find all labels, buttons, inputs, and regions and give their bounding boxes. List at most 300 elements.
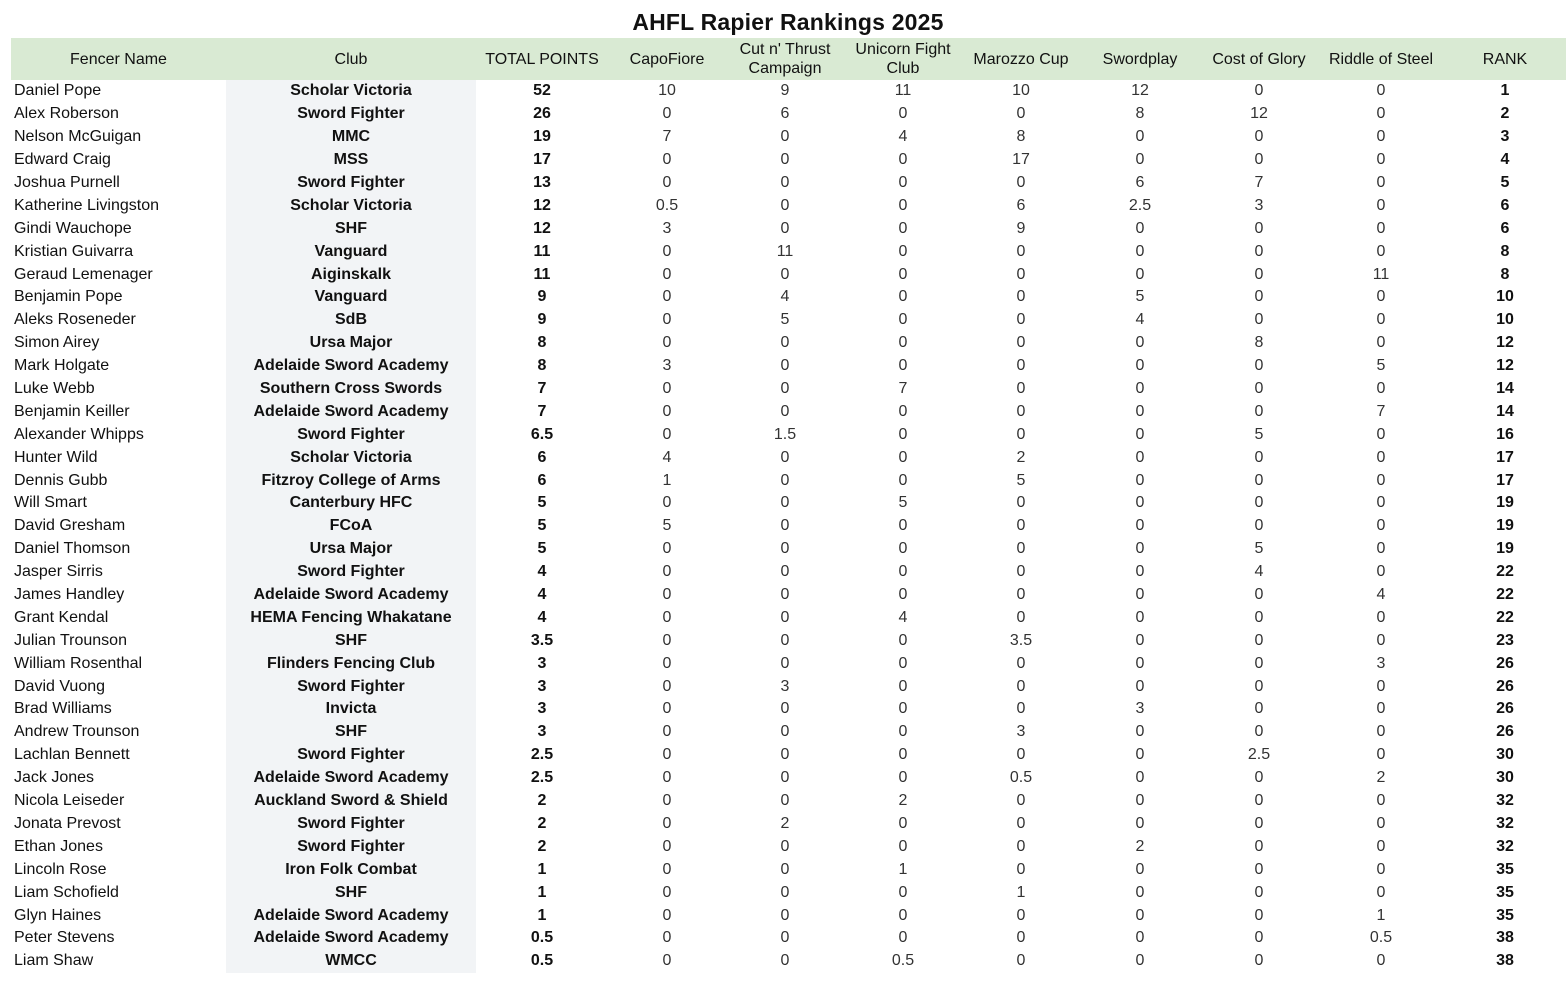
unicorn-fight-club-score: 4	[898, 128, 908, 146]
marozzo-cup-score: 0	[1016, 654, 1026, 672]
swordplay-score: 3	[1135, 700, 1145, 718]
club-name: Sword Fighter	[226, 103, 476, 126]
total-points: 6	[537, 448, 547, 466]
total-points: 4	[537, 608, 547, 626]
unicorn-fight-club-score: 0	[898, 357, 908, 375]
rank: 30	[1496, 769, 1514, 787]
capofiore-score: 0	[662, 814, 672, 832]
fencer-name: Daniel Pope	[14, 82, 102, 100]
swordplay-score: 0	[1135, 563, 1145, 581]
swordplay-score: 0	[1135, 654, 1145, 672]
riddle-of-steel-score: 0	[1376, 563, 1386, 581]
cut-n-thrust-score: 4	[780, 288, 790, 306]
total-points: 12	[533, 196, 551, 214]
cost-of-glory-score: 0	[1254, 769, 1264, 787]
riddle-of-steel-score: 4	[1376, 586, 1386, 604]
riddle-of-steel-score: 1	[1376, 906, 1386, 924]
table-body	[11, 80, 1566, 973]
riddle-of-steel-score: 0	[1376, 448, 1386, 466]
rank: 32	[1496, 792, 1514, 810]
table-row	[11, 858, 1566, 881]
club-name: SHF	[226, 881, 476, 904]
total-points: 17	[533, 151, 551, 169]
rank: 35	[1496, 906, 1514, 924]
table-row	[11, 332, 1566, 355]
unicorn-fight-club-score: 0	[898, 196, 908, 214]
marozzo-cup-score: 0	[1016, 586, 1026, 604]
unicorn-fight-club-score: 0	[898, 746, 908, 764]
total-points: 0.5	[530, 929, 554, 947]
cut-n-thrust-score: 0	[780, 769, 790, 787]
total-points: 11	[533, 242, 551, 260]
total-points: 2.5	[530, 746, 554, 764]
total-points: 5	[537, 494, 547, 512]
cost-of-glory-score: 2.5	[1247, 746, 1271, 764]
marozzo-cup-score: 0	[1016, 288, 1026, 306]
table-row	[11, 950, 1566, 973]
cut-n-thrust-score: 0	[780, 746, 790, 764]
cut-n-thrust-score: 0	[780, 540, 790, 558]
cut-n-thrust-score: 0	[780, 151, 790, 169]
cut-n-thrust-score: 0	[780, 219, 790, 237]
swordplay-score: 0	[1135, 723, 1145, 741]
cut-n-thrust-score: 0	[780, 631, 790, 649]
marozzo-cup-score: 0	[1016, 837, 1026, 855]
rank: 26	[1496, 654, 1514, 672]
cost-of-glory-score: 0	[1254, 402, 1264, 420]
marozzo-cup-score: 0	[1016, 402, 1026, 420]
rank: 30	[1496, 746, 1514, 764]
cost-of-glory-score: 0	[1254, 494, 1264, 512]
total-points: 3	[537, 654, 547, 672]
table-row	[11, 492, 1566, 515]
fencer-name: Luke Webb	[14, 380, 95, 398]
cut-n-thrust-score: 0	[780, 952, 790, 970]
unicorn-fight-club-score: 0.5	[891, 952, 915, 970]
rank: 4	[1500, 151, 1510, 169]
header-riddle-of-steel: Riddle of Steel	[1318, 38, 1444, 80]
swordplay-score: 0	[1135, 929, 1145, 947]
rank: 6	[1500, 219, 1510, 237]
rank: 8	[1500, 242, 1510, 260]
club-name: Sword Fighter	[226, 172, 476, 195]
header-row	[11, 38, 1566, 80]
riddle-of-steel-score: 0	[1376, 540, 1386, 558]
cut-n-thrust-score: 0	[780, 448, 790, 466]
rank: 26	[1496, 677, 1514, 695]
cut-n-thrust-score: 0	[780, 883, 790, 901]
club-name: Ursa Major	[226, 332, 476, 355]
cut-n-thrust-score: 1.5	[773, 425, 797, 443]
cut-n-thrust-score: 0	[780, 265, 790, 283]
unicorn-fight-club-score: 0	[898, 242, 908, 260]
riddle-of-steel-score: 0	[1376, 105, 1386, 123]
cut-n-thrust-score: 0	[780, 837, 790, 855]
fencer-name: Benjamin Pope	[14, 288, 123, 306]
club-name: Auckland Sword & Shield	[226, 790, 476, 813]
cost-of-glory-score: 0	[1254, 311, 1264, 329]
club-name: Fitzroy College of Arms	[226, 469, 476, 492]
rank: 10	[1496, 288, 1514, 306]
rank: 35	[1496, 883, 1514, 901]
fencer-name: Katherine Livingston	[14, 196, 159, 214]
total-points: 0.5	[530, 952, 554, 970]
cost-of-glory-score: 0	[1254, 82, 1264, 100]
table-row	[11, 194, 1566, 217]
cut-n-thrust-score: 2	[780, 814, 790, 832]
rank: 16	[1496, 425, 1514, 443]
marozzo-cup-score: 0	[1016, 517, 1026, 535]
fencer-name: Brad Williams	[14, 700, 112, 718]
rank: 12	[1496, 357, 1514, 375]
club-name: Vanguard	[226, 240, 476, 263]
cut-n-thrust-score: 0	[780, 586, 790, 604]
total-points: 3	[537, 677, 547, 695]
riddle-of-steel-score: 0	[1376, 952, 1386, 970]
cut-n-thrust-score: 0	[780, 654, 790, 672]
capofiore-score: 0	[662, 288, 672, 306]
cost-of-glory-score: 0	[1254, 586, 1264, 604]
total-points: 9	[537, 288, 547, 306]
capofiore-score: 0	[662, 700, 672, 718]
club-name: MSS	[226, 149, 476, 172]
swordplay-score: 2	[1135, 837, 1145, 855]
capofiore-score: 0	[662, 631, 672, 649]
cut-n-thrust-score: 0	[780, 723, 790, 741]
cut-n-thrust-score: 0	[780, 196, 790, 214]
unicorn-fight-club-score: 0	[898, 311, 908, 329]
club-name: SHF	[226, 629, 476, 652]
cut-n-thrust-score: 0	[780, 929, 790, 947]
swordplay-score: 0	[1135, 952, 1145, 970]
marozzo-cup-score: 5	[1016, 471, 1026, 489]
cost-of-glory-score: 0	[1254, 723, 1264, 741]
swordplay-score: 5	[1135, 288, 1145, 306]
club-name: Adelaide Sword Academy	[226, 400, 476, 423]
rank: 10	[1496, 311, 1514, 329]
cost-of-glory-score: 0	[1254, 792, 1264, 810]
swordplay-score: 0	[1135, 746, 1145, 764]
header-swordplay: Swordplay	[1080, 38, 1200, 80]
capofiore-score: 7	[662, 128, 672, 146]
club-name: Adelaide Sword Academy	[226, 904, 476, 927]
page-title: AHFL Rapier Rankings 2025	[632, 9, 944, 35]
club-name: Sword Fighter	[226, 561, 476, 584]
swordplay-score: 0	[1135, 608, 1145, 626]
riddle-of-steel-score: 3	[1376, 654, 1386, 672]
marozzo-cup-score: 0	[1016, 357, 1026, 375]
marozzo-cup-score: 0	[1016, 242, 1026, 260]
riddle-of-steel-score: 0	[1376, 334, 1386, 352]
fencer-name: Peter Stevens	[14, 929, 115, 947]
cost-of-glory-score: 12	[1250, 105, 1268, 123]
capofiore-score: 0	[662, 311, 672, 329]
riddle-of-steel-score: 0	[1376, 425, 1386, 443]
riddle-of-steel-score: 0	[1376, 288, 1386, 306]
capofiore-score: 0	[662, 837, 672, 855]
total-points: 7	[537, 402, 547, 420]
capofiore-score: 0	[662, 563, 672, 581]
riddle-of-steel-score: 0	[1376, 151, 1386, 169]
total-points: 11	[533, 265, 551, 283]
swordplay-score: 0	[1135, 769, 1145, 787]
capofiore-score: 0	[662, 792, 672, 810]
club-name: FCoA	[226, 515, 476, 538]
swordplay-score: 0	[1135, 883, 1145, 901]
fencer-name: Lachlan Bennett	[14, 746, 130, 764]
cut-n-thrust-score: 0	[780, 563, 790, 581]
rankings-table	[11, 38, 1566, 973]
table-row	[11, 423, 1566, 446]
swordplay-score: 0	[1135, 677, 1145, 695]
rank: 38	[1496, 952, 1514, 970]
capofiore-score: 0	[662, 151, 672, 169]
table-row	[11, 378, 1566, 401]
cut-n-thrust-score: 6	[780, 105, 790, 123]
cut-n-thrust-score: 0	[780, 334, 790, 352]
capofiore-score: 0	[662, 860, 672, 878]
table-row	[11, 469, 1566, 492]
marozzo-cup-score: 0	[1016, 334, 1026, 352]
swordplay-score: 0	[1135, 380, 1145, 398]
swordplay-score: 0	[1135, 792, 1145, 810]
marozzo-cup-score: 0	[1016, 608, 1026, 626]
rank: 35	[1496, 860, 1514, 878]
rank: 6	[1500, 196, 1510, 214]
cost-of-glory-score: 0	[1254, 242, 1264, 260]
rank: 32	[1496, 814, 1514, 832]
riddle-of-steel-score: 0	[1376, 471, 1386, 489]
total-points: 8	[537, 334, 547, 352]
total-points: 19	[533, 128, 551, 146]
table-row	[11, 721, 1566, 744]
fencer-name: Dennis Gubb	[14, 471, 108, 489]
unicorn-fight-club-score: 4	[898, 608, 908, 626]
capofiore-score: 0	[662, 677, 672, 695]
total-points: 6	[537, 471, 547, 489]
cut-n-thrust-score: 9	[780, 82, 790, 100]
unicorn-fight-club-score: 0	[898, 334, 908, 352]
cut-n-thrust-score: 0	[780, 174, 790, 191]
table-row	[11, 904, 1566, 927]
rank: 23	[1496, 631, 1514, 649]
unicorn-fight-club-score: 0	[898, 700, 908, 718]
club-name: Adelaide Sword Academy	[226, 584, 476, 607]
marozzo-cup-score: 0	[1016, 425, 1026, 443]
rank: 22	[1496, 608, 1514, 626]
cost-of-glory-score: 0	[1254, 700, 1264, 718]
capofiore-score: 0	[662, 952, 672, 970]
table-row	[11, 400, 1566, 423]
cut-n-thrust-score: 3	[780, 677, 790, 695]
table-row	[11, 355, 1566, 378]
header-total-points: TOTAL POINTS	[476, 38, 608, 80]
unicorn-fight-club-score: 7	[898, 380, 908, 398]
cut-n-thrust-score: 5	[780, 311, 790, 329]
fencer-name: Grant Kendal	[14, 608, 109, 626]
swordplay-score: 0	[1135, 357, 1145, 375]
club-name: Vanguard	[226, 286, 476, 309]
capofiore-score: 0	[662, 425, 672, 443]
cut-n-thrust-score: 0	[780, 357, 790, 375]
total-points: 13	[533, 174, 551, 191]
marozzo-cup-score: 0	[1016, 265, 1026, 283]
marozzo-cup-score: 0	[1016, 174, 1026, 191]
cost-of-glory-score: 0	[1254, 265, 1264, 283]
capofiore-score: 0	[662, 242, 672, 260]
unicorn-fight-club-score: 0	[898, 219, 908, 237]
table-row	[11, 790, 1566, 813]
marozzo-cup-score: 17	[1012, 151, 1030, 169]
club-name: Southern Cross Swords	[226, 378, 476, 401]
unicorn-fight-club-score: 0	[898, 654, 908, 672]
riddle-of-steel-score: 0	[1376, 631, 1386, 649]
swordplay-score: 0	[1135, 517, 1145, 535]
capofiore-score: 0	[662, 883, 672, 901]
capofiore-score: 10	[658, 82, 676, 100]
unicorn-fight-club-score: 0	[898, 883, 908, 901]
unicorn-fight-club-score: 0	[898, 769, 908, 787]
unicorn-fight-club-score: 0	[898, 517, 908, 535]
cost-of-glory-score: 0	[1254, 631, 1264, 649]
riddle-of-steel-score: 0	[1376, 700, 1386, 718]
rank: 8	[1500, 265, 1510, 283]
table-row	[11, 80, 1566, 103]
table-row	[11, 561, 1566, 584]
total-points: 3	[537, 723, 547, 741]
riddle-of-steel-score: 0	[1376, 860, 1386, 878]
marozzo-cup-score: 0	[1016, 700, 1026, 718]
marozzo-cup-score: 10	[1012, 82, 1030, 100]
fencer-name: Ethan Jones	[14, 837, 103, 855]
swordplay-score: 12	[1131, 82, 1149, 100]
fencer-name: Will Smart	[14, 494, 87, 512]
table-row	[11, 835, 1566, 858]
total-points: 3	[537, 700, 547, 718]
swordplay-score: 0	[1135, 448, 1145, 466]
table-row	[11, 240, 1566, 263]
table-row	[11, 927, 1566, 950]
capofiore-score: 0	[662, 402, 672, 420]
swordplay-score: 0	[1135, 425, 1145, 443]
unicorn-fight-club-score: 0	[898, 929, 908, 947]
club-name: WMCC	[226, 950, 476, 973]
fencer-name: Geraud Lemenager	[14, 265, 153, 283]
total-points: 5	[537, 517, 547, 535]
unicorn-fight-club-score: 0	[898, 837, 908, 855]
club-name: Sword Fighter	[226, 675, 476, 698]
total-points: 12	[533, 219, 551, 237]
club-name: Adelaide Sword Academy	[226, 767, 476, 790]
capofiore-score: 0	[662, 769, 672, 787]
riddle-of-steel-score: 0	[1376, 792, 1386, 810]
cost-of-glory-score: 8	[1254, 334, 1264, 352]
unicorn-fight-club-score: 0	[898, 814, 908, 832]
rank: 19	[1496, 494, 1514, 512]
cost-of-glory-score: 0	[1254, 128, 1264, 146]
fencer-name: Gindi Wauchope	[14, 219, 132, 237]
cost-of-glory-score: 0	[1254, 837, 1264, 855]
club-name: Sword Fighter	[226, 835, 476, 858]
unicorn-fight-club-score: 0	[898, 723, 908, 741]
capofiore-score: 3	[662, 219, 672, 237]
club-name: Sword Fighter	[226, 423, 476, 446]
rank: 1	[1500, 82, 1510, 100]
marozzo-cup-score: 0	[1016, 677, 1026, 695]
unicorn-fight-club-score: 0	[898, 402, 908, 420]
unicorn-fight-club-score: 11	[894, 82, 912, 100]
swordplay-score: 0	[1135, 586, 1145, 604]
cut-n-thrust-score: 0	[780, 494, 790, 512]
table-row	[11, 652, 1566, 675]
unicorn-fight-club-score: 0	[898, 448, 908, 466]
riddle-of-steel-score: 7	[1376, 402, 1386, 420]
fencer-name: Jack Jones	[14, 769, 95, 787]
fencer-name: David Vuong	[14, 677, 106, 695]
capofiore-score: 0	[662, 608, 672, 626]
total-points: 2	[537, 814, 547, 832]
fencer-name: William Rosenthal	[14, 654, 143, 672]
cost-of-glory-score: 0	[1254, 677, 1264, 695]
table-row	[11, 813, 1566, 836]
cost-of-glory-score: 4	[1254, 563, 1264, 581]
capofiore-score: 0	[662, 174, 672, 191]
rank: 17	[1496, 448, 1514, 466]
cut-n-thrust-score: 0	[780, 792, 790, 810]
riddle-of-steel-score: 0	[1376, 608, 1386, 626]
header-marozzo-cup: Marozzo Cup	[962, 38, 1080, 80]
swordplay-score: 0	[1135, 265, 1145, 283]
marozzo-cup-score: 3	[1016, 723, 1026, 741]
unicorn-fight-club-score: 0	[898, 105, 908, 123]
club-name: Sword Fighter	[226, 744, 476, 767]
marozzo-cup-score: 0	[1016, 860, 1026, 878]
table-row	[11, 172, 1566, 195]
riddle-of-steel-score: 0	[1376, 174, 1386, 191]
rank: 32	[1496, 837, 1514, 855]
riddle-of-steel-score: 0	[1376, 883, 1386, 901]
table-row	[11, 126, 1566, 149]
total-points: 9	[537, 311, 547, 329]
fencer-name: Simon Airey	[14, 334, 100, 352]
rank: 22	[1496, 586, 1514, 604]
table-header	[11, 38, 1566, 80]
swordplay-score: 0	[1135, 151, 1145, 169]
total-points: 2.5	[530, 769, 554, 787]
riddle-of-steel-score: 11	[1372, 265, 1390, 283]
cost-of-glory-score: 5	[1254, 540, 1264, 558]
table-row	[11, 767, 1566, 790]
table-row	[11, 263, 1566, 286]
cost-of-glory-score: 0	[1254, 860, 1264, 878]
total-points: 8	[537, 357, 547, 375]
fencer-name: Julian Trounson	[14, 631, 127, 649]
total-points: 4	[537, 586, 547, 604]
riddle-of-steel-score: 0	[1376, 196, 1386, 214]
table-row	[11, 149, 1566, 172]
unicorn-fight-club-score: 0	[898, 540, 908, 558]
club-name: Adelaide Sword Academy	[226, 927, 476, 950]
cost-of-glory-score: 0	[1254, 380, 1264, 398]
riddle-of-steel-score: 2	[1376, 769, 1386, 787]
club-name: SHF	[226, 217, 476, 240]
rank: 19	[1496, 540, 1514, 558]
fencer-name: Alexander Whipps	[14, 425, 144, 443]
rank: 14	[1496, 402, 1514, 420]
riddle-of-steel-score: 0	[1376, 380, 1386, 398]
header-capofiore: CapoFiore	[608, 38, 726, 80]
fencer-name: Liam Schofield	[14, 883, 119, 901]
